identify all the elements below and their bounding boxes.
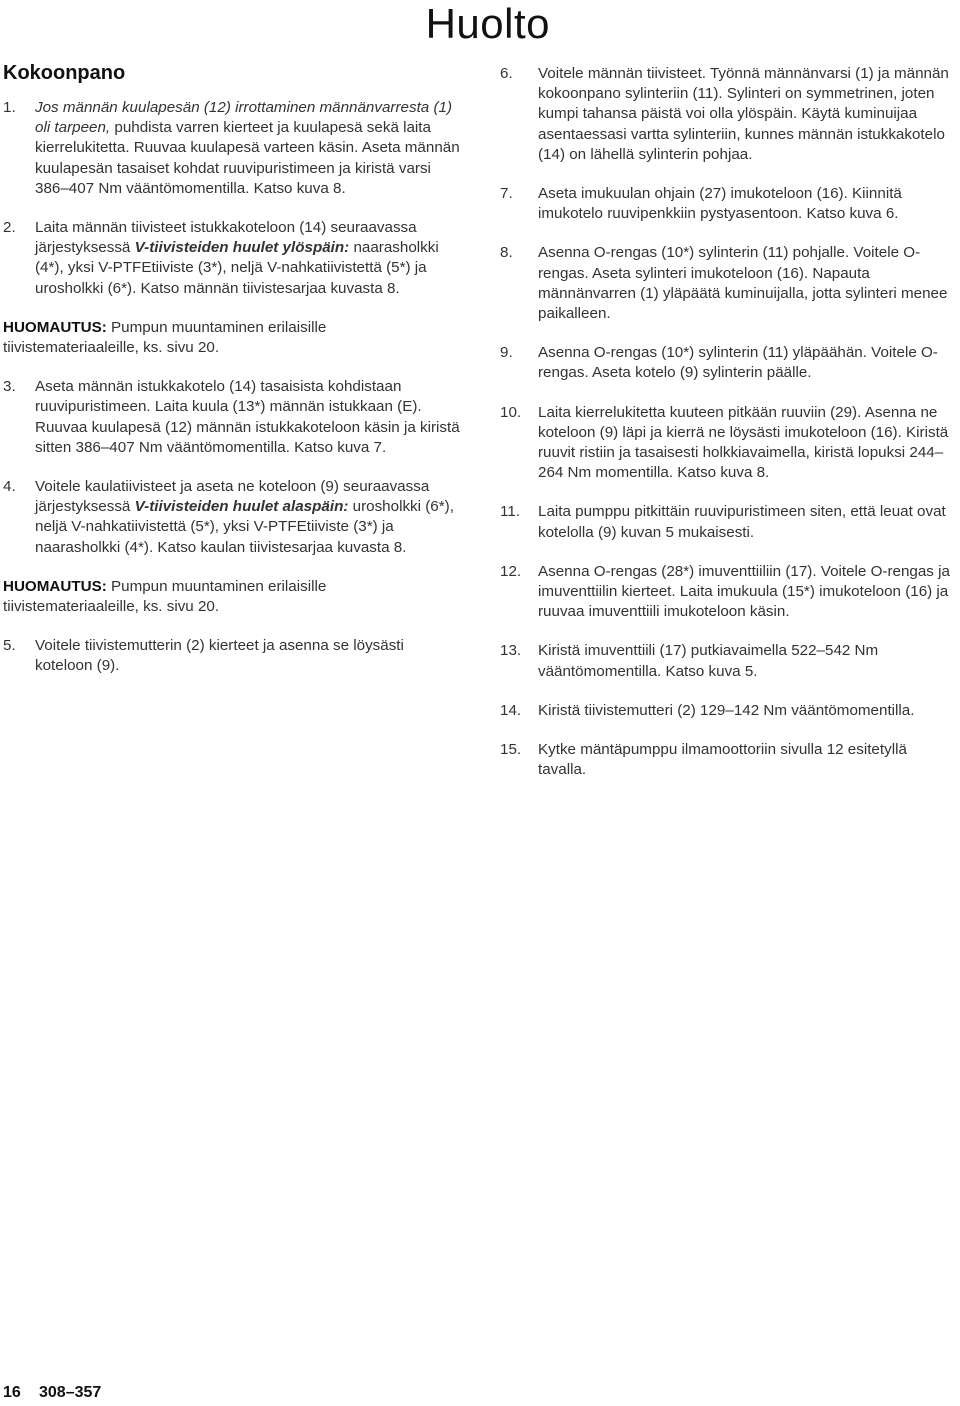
step-12 <box>500 562 958 623</box>
page-number: 16 <box>3 1384 21 1401</box>
step-number: 5. <box>3 637 16 655</box>
step-text: Voitele kaulatiivisteet ja aseta ne koteloon (9) seuraavassa järjestyksessä <box>35 478 430 516</box>
step-number: 2. <box>3 219 16 237</box>
step-text: Kiristä imuventtiili (17) putkiavaimella 522–542 Nm vääntömomentilla. Katso kuva 5. <box>538 642 879 680</box>
page-footer <box>3 1384 101 1402</box>
step-number: 4. <box>3 478 16 496</box>
step-text: Voitele tiivistemutterin (2) kierteet ja asenna se löysästi koteloon (9). <box>35 637 404 675</box>
step-text: Aseta männän istukkakotelo (14) tasaisista kohdistaan ruuvipuristimeen. Laita kuula (13*) männän istukkaan (E). Ruuvaa kuulapesä (12) männän istukkakoteloon käsin ja kiristä sitten 386–407 Nm vääntömomentilla. Katso kuva 7. <box>35 378 460 456</box>
step-number: 13. <box>500 642 522 660</box>
step-emphasis: V-tiivisteiden huulet ylöspäin: <box>134 239 350 257</box>
step-number: 12. <box>500 562 522 580</box>
step-1 <box>3 98 465 199</box>
step-text: Asenna O-rengas (28*) imuventtiiliin (17). Voitele O-rengas ja imuventtiilin kierteet. Laita imukuula (15*) imukoteloon (16) ja ruuvaa imuventtiili imukoteloon käsin. <box>538 562 950 621</box>
section-title: Kokoonpano <box>3 62 126 84</box>
step-text: Asenna O-rengas (10*) sylinterin (11) pohjalle. Voitele O-rengas. Aseta sylinteri imukoteloon (16). Napauta männänvarren (1) yläpäätä kuminuijalla, jotta sylinteri menee paikalleen. <box>538 244 948 323</box>
step-number: 15. <box>500 741 522 759</box>
note-label: HUOMAUTUS: <box>3 318 107 336</box>
step-number: 8. <box>500 244 513 262</box>
step-number: 14. <box>500 701 522 719</box>
note-2 <box>3 577 465 617</box>
step-5 <box>3 636 465 676</box>
step-number: 1. <box>3 99 16 116</box>
step-emphasis: V-tiivisteiden huulet alaspäin: <box>134 498 349 516</box>
note-label: HUOMAUTUS: <box>3 577 107 595</box>
step-10 <box>500 403 958 484</box>
step-3 <box>3 377 465 458</box>
note-text: Pumpun muuntaminen erilaisille tiivistemateriaaleille, ks. sivu 20. <box>3 577 327 616</box>
step-text: Aseta imukuulan ohjain (27) imukoteloon (16). Kiinnitä imukotelo ruuvipenkkiin pystyasentoon. Katso kuva 6. <box>538 185 902 223</box>
step-text: Voitele männän tiivisteet. Työnnä männänvarsi (1) ja männän kokoonpano sylinteriin (11). Sylinteri on symmetrinen, joten kumpi tahansa päistä voi olla ylöspäin. Käytä kuminuijaa asentaessasi vartta sylinteriin, kunnes männän istukkakotelo (14) on lähellä sylinterin pohjaa. <box>538 65 949 163</box>
step-8 <box>500 243 958 324</box>
step-4 <box>3 477 465 558</box>
note-1 <box>3 318 465 358</box>
right-column <box>500 64 958 799</box>
step-13 <box>500 641 958 681</box>
step-number: 7. <box>500 185 513 203</box>
page-title: Huolto <box>425 0 550 47</box>
step-number: 10. <box>500 403 522 421</box>
step-9 <box>500 343 958 383</box>
step-number: 6. <box>500 65 513 82</box>
step-14 <box>500 701 958 721</box>
step-15 <box>500 740 958 780</box>
step-number: 3. <box>3 378 16 396</box>
step-text: Asenna O-rengas (10*) sylinterin (11) yläpäähän. Voitele O-rengas. Aseta kotelo (9) sylinterin päälle. <box>538 344 938 382</box>
left-column <box>3 60 465 696</box>
step-number: 11. <box>500 503 520 521</box>
step-11 <box>500 502 958 542</box>
step-text: Kiristä tiivistemutteri (2) 129–142 Nm vääntömomentilla. <box>538 701 915 719</box>
step-6 <box>500 64 958 165</box>
document-number: 308–357 <box>39 1384 102 1401</box>
step-text: Laita männän tiivisteet istukkakoteloon (14) seuraavassa järjestyksessä <box>35 219 417 257</box>
step-italic-text: Jos männän kuulapesän (12) irrottaminen männänvarresta (1) oli tarpeen, <box>35 99 453 137</box>
step-number: 9. <box>500 344 513 362</box>
step-text: puhdista varren kierteet ja kuulapesä sekä laita kierrelukitetta. Ruuvaa kuulapesä varteen käsin. Aseta männän kuulapesän tasaiset kohdat ruuvipuristimeen ja kiristä varsi 386–407 Nm vääntömomentilla. Katso kuva 8. <box>35 119 460 197</box>
step-text: Laita pumppu pitkittäin ruuvipuristimeen siten, että leuat ovat kotelolla (9) kuvan 5 mukaisesti. <box>538 503 946 541</box>
step-text: naarasholkki (4*), yksi V-PTFEtiiviste (3*), neljä V-nahkatiivistettä (5*) ja urosholkki (6*). Katso männän tiivistesarjaa kuvasta 8. <box>35 239 439 297</box>
step-2 <box>3 218 465 299</box>
step-7 <box>500 184 958 224</box>
step-text: Laita kierrelukitetta kuuteen pitkään ruuviin (29). Asenna ne koteloon (9) läpi ja kierrä ne löysästi imukoteloon (16). Kiristä ruuvit ristiin ja tasaisesti holkkiavaimella, kiristä lopuksi 244–264 Nm momentilla. Katso kuva 8. <box>538 403 949 482</box>
note-text: Pumpun muuntaminen erilaisille tiivistemateriaaleille, ks. sivu 20. <box>3 318 327 357</box>
step-text: urosholkki (6*), neljä V-nahkatiivistettä (5*), yksi V-PTFEtiiviste (3*) ja naarasholkki (4*). Katso kaulan tiivistesarjaa kuvasta 8. <box>35 498 454 556</box>
step-text: Kytke mäntäpumppu ilmamoottoriin sivulla 12 esitetyllä tavalla. <box>538 741 907 779</box>
